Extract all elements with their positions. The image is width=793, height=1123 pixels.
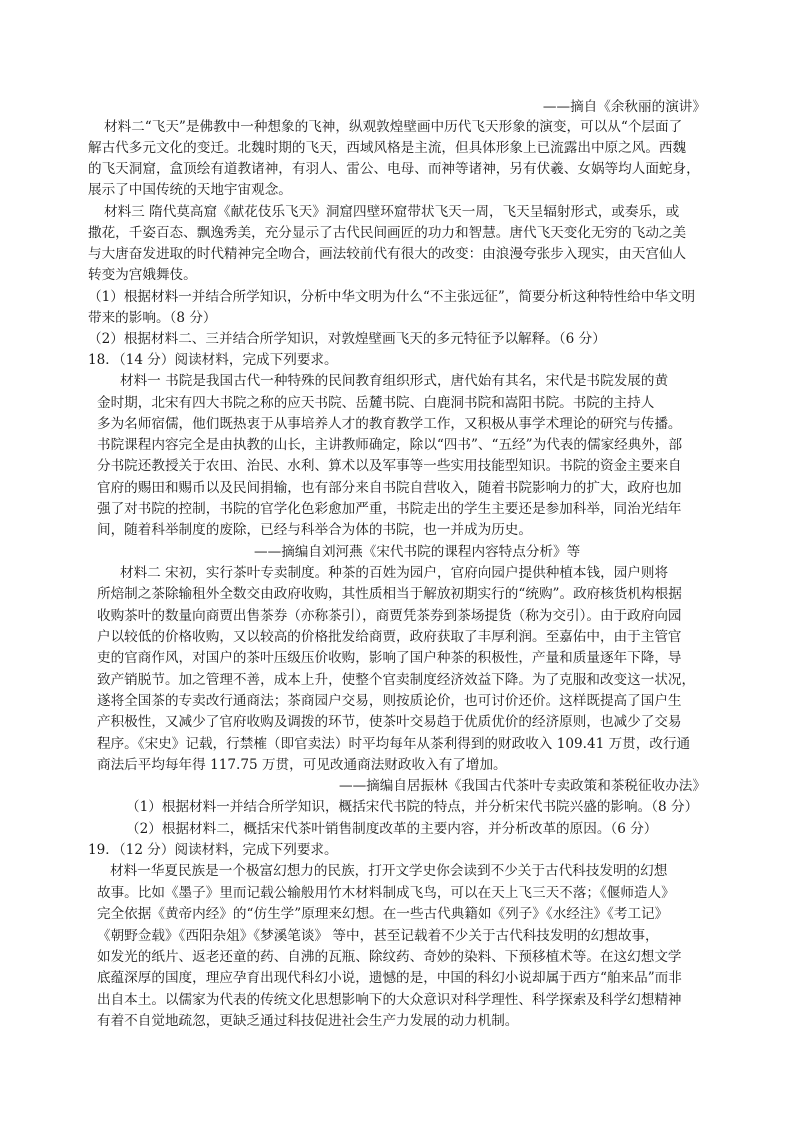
material-text-line: 展示了中国传统的天地宇宙观念。 bbox=[88, 182, 292, 198]
material-text-line: 金时期，北宋有四大书院之称的应天书院、岳麓书院、白鹿洞书院和嵩阳书院。书院的主持人 bbox=[97, 395, 655, 411]
source-citation: ——摘自《余秋丽的演讲》 bbox=[542, 99, 706, 115]
material-text-line: 遂将全国茶的专卖改行通商法；茶商园户交易，则按质论价，也可讨价还价。这样既提高了国户生 bbox=[97, 693, 682, 709]
source-citation: ——摘编自居振林《我国古代茶叶专卖政策和茶税征收办法》 bbox=[338, 778, 706, 794]
material-text-line: 材料三 隋代莫高窟《献花伎乐飞天》洞窟四壁环窟带状飞天一周，飞天呈辐射形式，或奏乐，或 bbox=[104, 204, 680, 220]
material-text-line: 收购茶叶的数量向商贾出售茶券（亦称茶引），商贾凭茶券到茶场提货（称为交引）。由于政府向园 bbox=[97, 608, 682, 624]
material-text-line: 商法后平均每年得 117.75 万贯，可见改通商法财政收入有了增加。 bbox=[97, 757, 507, 773]
question-line: （1）根据材料一并结合所学知识，分析中华文明为什么“不主张远征”，简要分析这种特性给中华文明 bbox=[88, 289, 696, 305]
material-text-line: 出自本土。以儒家为代表的传统文化思想影响下的大众意识对科学理性、科学探索及科学幻想精神 bbox=[97, 992, 682, 1008]
material-text-line: 官府的赐田和赐币以及民间捐输，也有部分来自书院自营收入，随着书院影响力的扩大，政府也加 bbox=[97, 480, 682, 496]
question-line: （2）根据材料二，概括宋代茶叶销售制度改革的主要内容，并分析改革的原因。（6 分） bbox=[126, 821, 658, 837]
material-text-line: 故事。比如《墨子》里而记载公输般用竹木材料制成飞鸟，可以在天上飞三天不落；《偃师造人》 bbox=[97, 885, 675, 901]
material-text-line: 完全依据《黄帝内经》的“仿生学”原理来幻想。在一些古代典籍如《列子》《水经注》《考工记》 bbox=[97, 906, 669, 922]
material-text-line: 材料二“飞天”是佛教中一种想象的飞神，纵观敦煌壁画中历代飞天形象的演变，可以从“个层面了 bbox=[104, 119, 683, 135]
material-text-line: 解古代多元文化的变迁。北魏时期的飞天，西域风格是主流，但具体形象上已流露出中原之风。西魏 bbox=[88, 140, 687, 156]
question-header: 18．（14 分）阅读材料，完成下列要求。 bbox=[88, 352, 338, 368]
material-text-line: 撒花，千姿百态、飘逸秀美，充分显示了古代民间画匠的功力和智慧。唐代飞天变化无穷的飞动之美 bbox=[88, 225, 687, 241]
material-text-line: 转变为宫娥舞伎。 bbox=[88, 267, 197, 283]
material-text-line: 底蕴深厚的国度，理应孕育出现代科幻小说，遗憾的是，中国的科幻小说却属于西方“舶来品”而非 bbox=[97, 970, 682, 986]
material-text-line: 如发光的纸片、返老还童的药、自沸的瓦瓶、除纹药、奇妙的染料、下预移植术等。在这幻想文学 bbox=[97, 949, 682, 965]
material-text-line: 间，随着科举制度的废除，已经与科举合为体的书院，也一并成为历史。 bbox=[97, 522, 532, 538]
question-line: 带来的影响。（8 分） bbox=[88, 310, 217, 326]
material-text-line: 强了对书院的控制，书院的官学化色彩愈加严重，书院走出的学生主要还是参加科举，同治光结年 bbox=[97, 501, 682, 517]
source-citation: ——摘编自刘河燕《宋代书院的课程内容特点分析》等 bbox=[254, 544, 581, 560]
material-text-line: 致产销脱节。加之管理不善，成本上升，使整个官卖制度经济效益下降。为了克服和改变这一状况， bbox=[97, 672, 696, 688]
material-text-line: 书院课程内容完全是由执教的山长，主讲教师确定，除以“四书”、“五经”为代表的儒家经典外，部 bbox=[97, 437, 683, 453]
material-text-line: 户以较低的价格收购，又以较高的价格批发给商贾，政府获取了丰厚利润。至嘉佑中，由于主管官 bbox=[97, 629, 682, 645]
material-text-line: 材料二 宋初，实行茶叶专卖制度。种茶的百姓为园户，官府向园户提供种植本钱，园户则将 bbox=[120, 565, 669, 581]
material-text-line: 的飞天洞窟，盒顶绘有道教诸神，有羽人、雷公、电母、而神等诸神，另有伏羲、女娲等均人面蛇身， bbox=[88, 161, 700, 177]
material-text-line: 材料一 书院是我国古代一种特殊的民间教育组织形式，唐代始有其名，宋代是书院发展的黄 bbox=[120, 373, 669, 389]
material-text-line: 所焙制之茶除输租外全数交由政府收购，其性质相当于解放初期实行的“统购”。政府核货机构根据 bbox=[97, 586, 682, 602]
material-text-line: 分书院还教授关于农田、治民、水利、算术以及军事等一些实用技能型知识。书院的资金主要来自 bbox=[97, 458, 682, 474]
material-text-line: 产积极性，又减少了官府收购及调拨的环节，使茶叶交易趋于优质优价的经济原则，也减少了交易 bbox=[97, 714, 682, 730]
material-text-line: 吏的官商作风，对国户的茶叶压级压价收购，影响了国户种茶的积极性，产量和质量逐年下降，导 bbox=[97, 650, 682, 666]
question-line: （2）根据材料二、三并结合所学知识，对敦煌壁画飞天的多元特征予以解释。（6 分） bbox=[88, 331, 606, 347]
material-text-line: 材料一华夏民族是一个极富幻想力的民族，打开文学史你会读到不少关于古代科技发明的幻想 bbox=[110, 863, 668, 879]
material-text-line: 多为名师宿儒，他们既热衷于从事培养人才的教育教学工作，又积极从事学术理论的研究与传播。 bbox=[97, 416, 682, 432]
question-line: （1）根据材料一并结合所学知识，概括宋代书院的特点，并分析宋代书院兴盛的影响。（8 分） bbox=[126, 799, 699, 815]
material-text-line: 有着不自觉地疏忽，更缺乏通过科技促进社会生产力发展的动力机制。 bbox=[97, 1013, 519, 1029]
question-header: 19．（12 分）阅读材料，完成下列要求。 bbox=[88, 842, 338, 858]
material-text-line: 与大唐奋发进取的时代精神完全吻合，画法较前代有很大的改变：由浪漫夸张步入现实，由天宫仙人 bbox=[88, 246, 687, 262]
material-text-line: 《朝野佥载》《西阳杂俎》《梦溪笔谈》 等中，甚至记载着不少关于古代科技发明的幻想故事， bbox=[97, 928, 659, 944]
material-text-line: 程序。《宋史》记载，行禁榷（即官卖法）时平均每年从茶利得到的财政收入 109.41 万贯，改行通 bbox=[97, 736, 691, 752]
